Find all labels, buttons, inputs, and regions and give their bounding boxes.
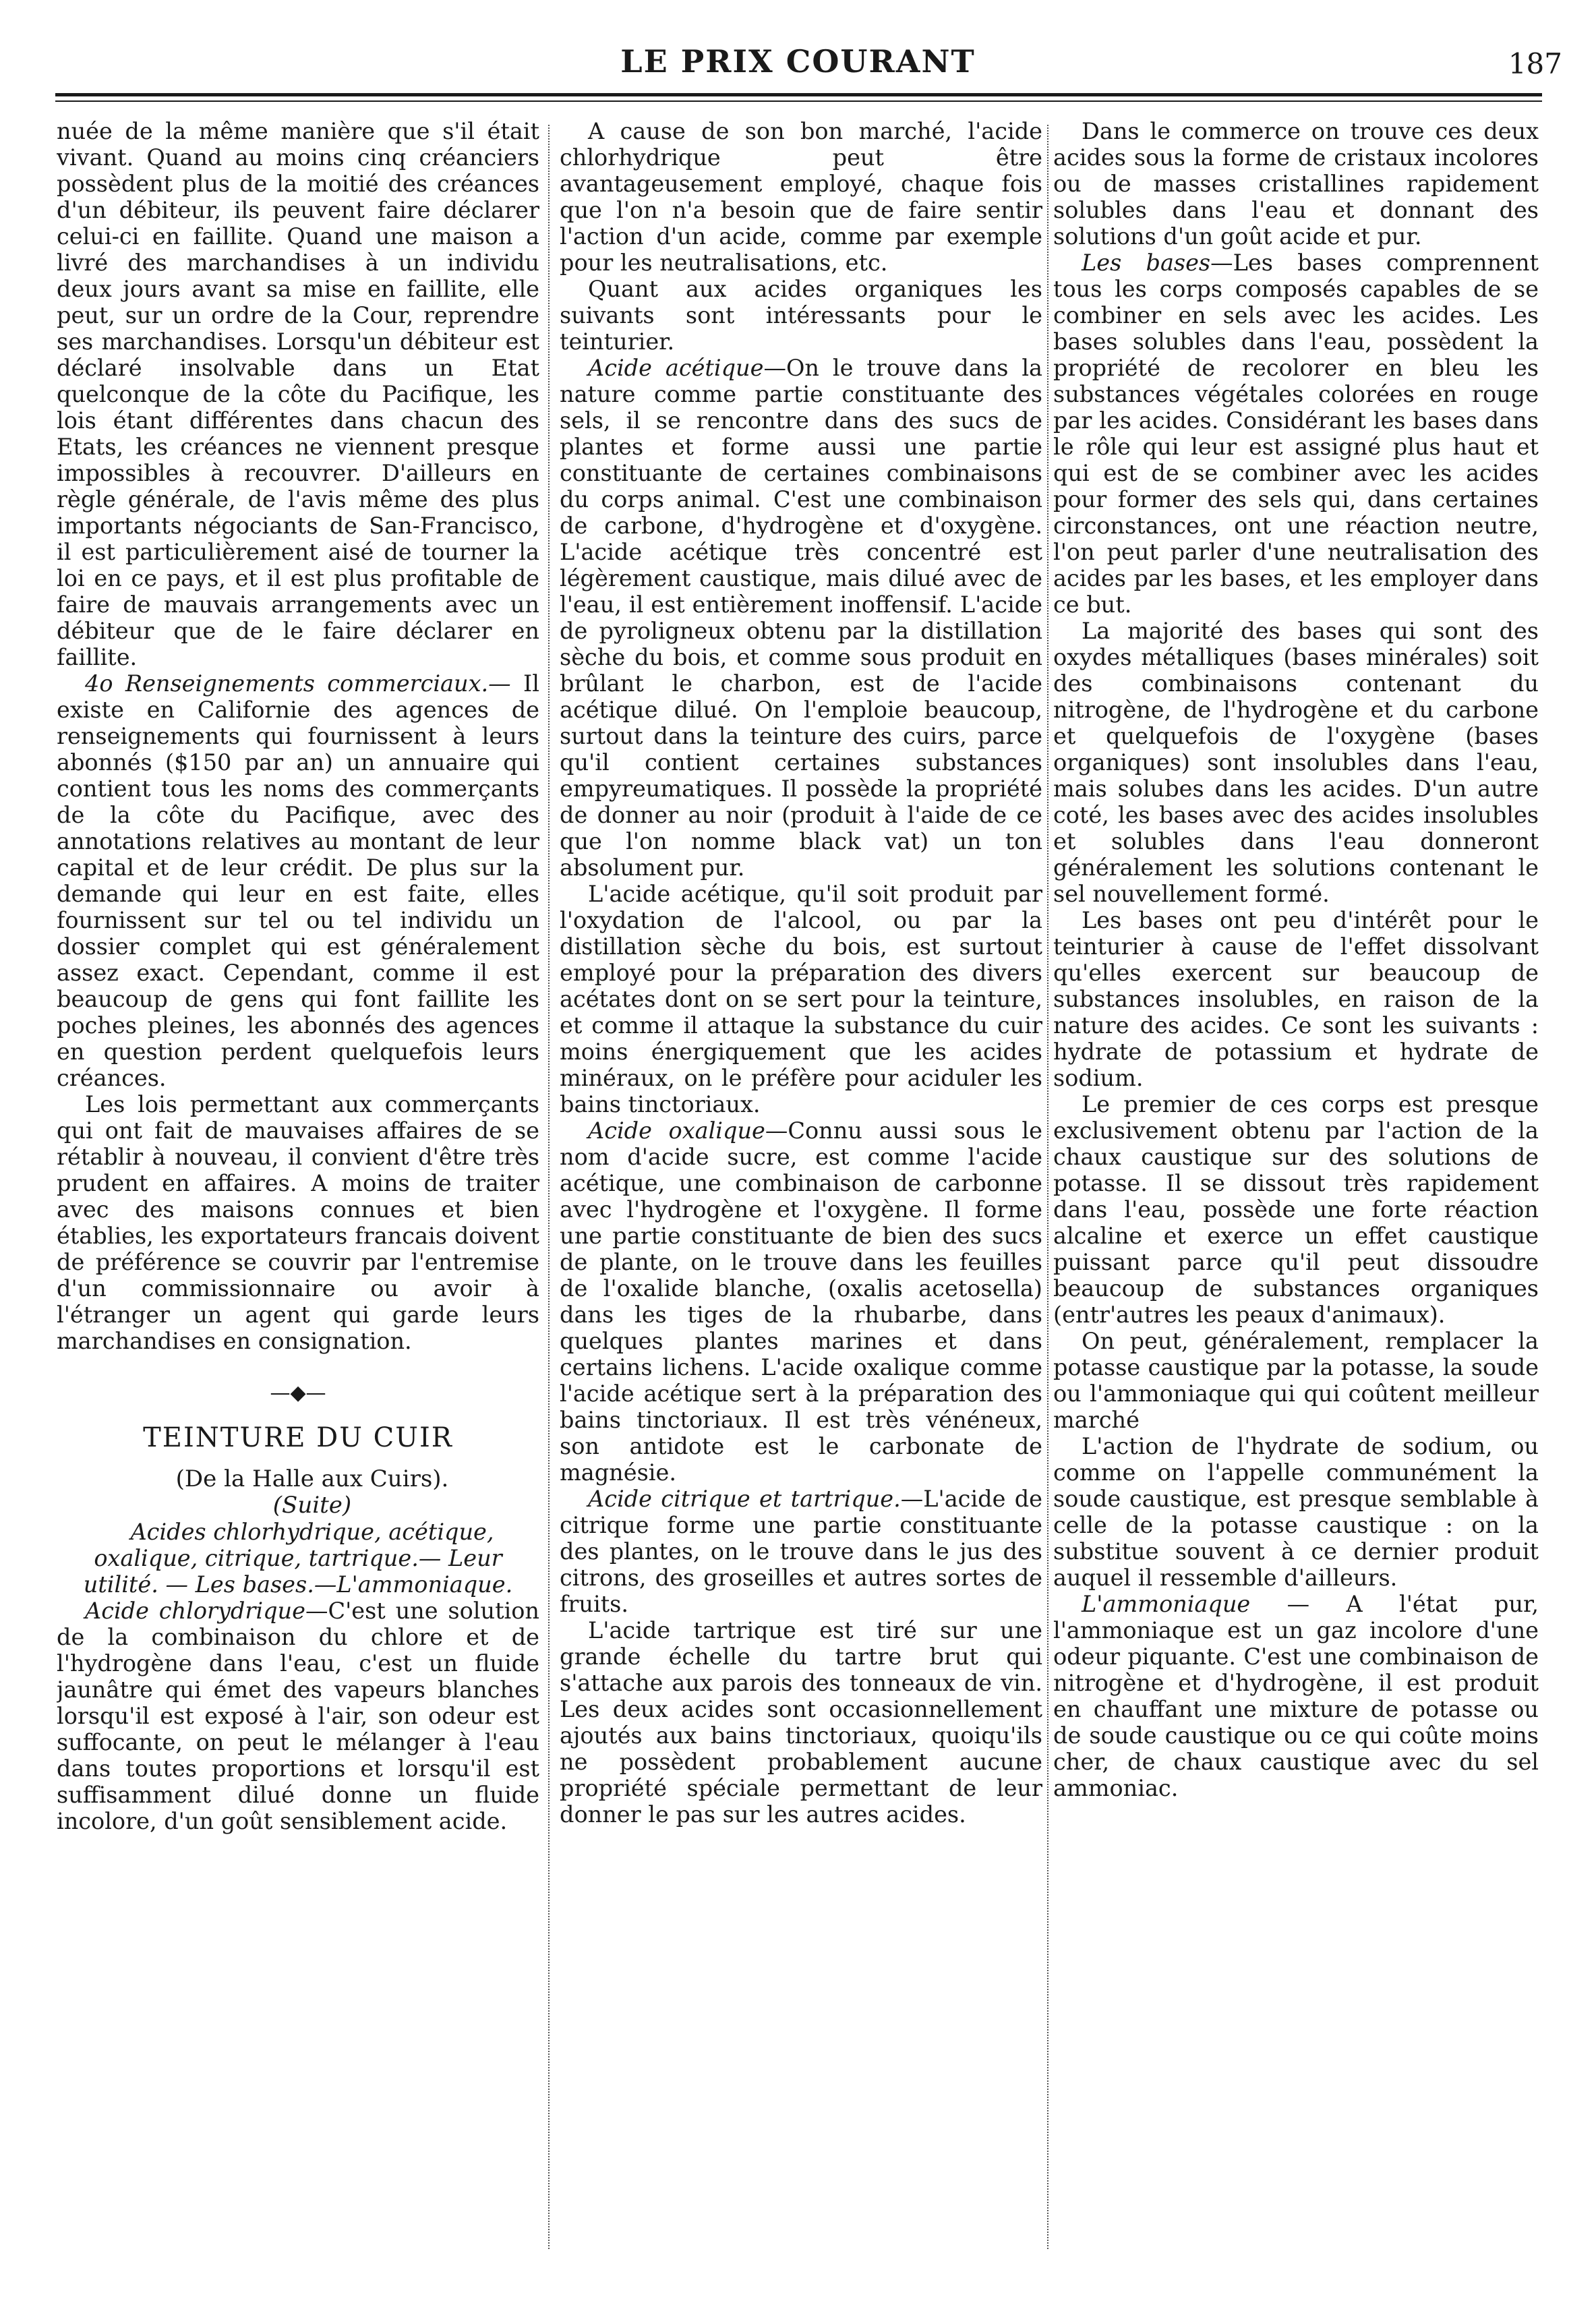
- section-title: TEINTURE DU CUIR: [143, 1422, 453, 1453]
- paragraph-body: —Connu aussi sous le nom d'acide sucre, est comme l'acide acétique, une combinaison de carbonne avec l'hydrogène et l'oxygène. Il forme une partie constituante de bien des sucs de plante, on le trouve dans les feuilles de l'oxalide blanche, (oxalis acetosella) dans les tiges de la rhubarbe, dans quelques plantes marines et dans certains lichens. L'acide oxalique comme l'acide acétique sert à la préparation des bains tinctoriaux. Il est très vénéneux, son antidote est le carbonate de magnésie.: [560, 1117, 1042, 1486]
- header-rule-thin: [55, 100, 1542, 102]
- paragraph: A cause de son bon marché, l'acide chlorhydrique peut être avantageusement employé, chaque fois que l'on n'a besoin que de faire sentir l'action d'un acide, comme par exemple pour les neutralisations, etc.: [560, 118, 1042, 276]
- paragraph-body: — A l'état pur, l'ammoniaque est un gaz incolore d'une odeur piquante. C'est une combinaison de nitrogène et d'hydrogène, il est produit en chauffant une mixture de potasse ou de soude caustique ou ce qui coûte moins cher, de chaux caustique avec du sel ammoniac.: [1053, 1591, 1539, 1801]
- paragraph: Quant aux acides organiques les suivants sont intéressants pour le teinturier.: [560, 276, 1042, 355]
- section-continued: (Suite): [272, 1492, 352, 1519]
- paragraph: L'acide tartrique est tiré sur une grande échelle du tartre brut qui s'attache aux parois des tonneaux de vin. Les deux acides sont occasionnellement ajoutés aux bains tinctoriaux, quoiqu'ils ne possèdent probablement aucune propriété spéciale permettant de leur donner le pas sur les autres acides.: [560, 1617, 1042, 1828]
- column-1: [57, 118, 539, 2276]
- paragraph-lead: Les bases: [1082, 250, 1211, 276]
- section-source: (De la Halle aux Cuirs).: [175, 1465, 449, 1492]
- paragraph: Dans le commerce on trouve ces deux acides sous la forme de cristaux incolores ou de masses cristallines rapidement solubles dans l'eau et donnant des solutions d'un goût acide et pur.: [1053, 118, 1539, 250]
- paragraph-body: —C'est une solution de la combinaison du chlore et de l'hydrogène dans l'eau, c'est un fluide jaunâtre qui émet des vapeurs blanches lorsqu'il est exposé à l'air, son odeur est suffocante, on peut le mélanger à l'eau dans toutes proportions et lorsqu'il est suffisamment dilué donne un fluide incolore, d'un goût sensiblement acide.: [57, 1598, 539, 1834]
- section-summary: Acides chlorhydrique, acétique, oxalique, citrique, tartrique.— Leur utilité. — Les bases.—L'ammoniaque.: [83, 1519, 513, 1598]
- paragraph: On peut, généralement, remplacer la potasse caustique par la potasse, la soude ou l'ammoniaque qui qui coûtent meilleur marché: [1053, 1328, 1539, 1433]
- column-3: [1053, 118, 1539, 2276]
- page-number: 187: [1508, 47, 1562, 80]
- section-ornament: —◆—: [270, 1381, 326, 1405]
- paragraph-lead: 4o Renseignements commerciaux.—: [85, 670, 511, 697]
- paragraph-lead: Acide chlorydrique: [85, 1598, 305, 1624]
- paragraph-lead: Acide citrique et tartrique.: [588, 1486, 901, 1512]
- paragraph-body: —On le trouve dans la nature comme partie constituante des sels, il se rencontre dans des sucs de plantes et forme aussi une partie constituante de certaines combinaisons du corps animal. C'est une combinaison de carbone, d'hydrogène et d'oxygène. L'acide acétique très concentré est légèrement caustique, mais dilué avec de l'eau, il est entièrement inoffensif. L'acide de pyroligneux obtenu par la distillation sèche du bois, et comme sous produit en brûlant le charbon, est de l'acide acétique dilué. On l'emploie beaucoup, surtout dans la teinture des cuirs, parce qu'il contient certaines substances empyreumatiques. Il possède la propriété de donner au noir (produit à l'aide de ce que l'on nomme black vat) un ton absolument pur.: [560, 355, 1042, 881]
- paragraph: nuée de la même manière que s'il était vivant. Quand au moins cinq créanciers possèdent plus de la moitié des créances d'un débiteur, ils peuvent faire déclarer celui-ci en faillite. Quand une maison a livré des marchandises à un individu deux jours avant sa mise en faillite, elle peut, sur un ordre de la Cour, reprendre ses marchandises. Lorsqu'un débiteur est déclaré insolvable dans un Etat quelconque de la côte du Pacifique, les lois étant différentes dans chacun des Etats, les créances ne viennent presque impossibles à recouvrer. D'ailleurs en règle générale, de l'avis même des plus importants négociants de San-Francisco, il est particulièrement aisé de tourner la loi en ce pays, et il est plus profitable de faire de mauvais arrangements avec un débiteur que de le faire déclarer en faillite.: [57, 118, 539, 670]
- column-separator: [1047, 125, 1049, 2249]
- paragraph-body: —Les bases comprennent tous les corps composés capables de se combiner en sels avec les acides. Les bases solubles dans l'eau, possèdent la propriété de recolorer en bleu les substances végétales colorées en rouge par les acides. Considérant les bases dans le rôle qui leur est assigné plus haut et qui est de se combiner avec les acides pour former des sels qui, dans certaines circonstances, ont une réaction neutre, l'on peut parler d'une neutralisation des acides par les bases, et les employer dans ce but.: [1053, 250, 1539, 618]
- paragraph-lead: Acide oxalique: [588, 1117, 765, 1144]
- paragraph: [1053, 250, 1539, 618]
- column-2: [560, 118, 1042, 2276]
- journal-title: LE PRIX COURANT: [620, 43, 976, 80]
- column-separator: [548, 125, 550, 2249]
- paragraph: La majorité des bases qui sont des oxydes métalliques (bases minérales) soit des combinaisons contenant du nitrogène, de l'hydrogène et du carbone et quelquefois de l'oxygène (bases organiques) sont insolubles dans l'eau, mais solubes dans les acides. D'un autre coté, les bases avec des acides insolubles et solubles dans l'eau donneront généralement les solutions contenant le sel nouvellement formé.: [1053, 618, 1539, 907]
- paragraph: L'acide acétique, qu'il soit produit par l'oxydation de l'alcool, ou par la distillation sèche du bois, est surtout employé pour la préparation des divers acétates dont on se sert pour la teinture, et comme il attaque la substance du cuir moins énergiquement que les acides minéraux, on le préfère pour aciduler les bains tinctoriaux.: [560, 881, 1042, 1117]
- paragraph: Les lois permettant aux commerçants qui ont fait de mauvaises affaires de se rétablir à nouveau, il convient d'être très prudent en affaires. A moins de traiter avec des maisons connues et bien établies, les exportateurs francais doivent de préférence se couvrir par l'entremise d'un commissionnaire ou avoir à l'étranger un agent qui garde leurs marchandises en consignation.: [57, 1091, 539, 1354]
- paragraph-body: —L'acide de citrique forme une partie constituante des plantes, on le trouve dans le jus des citrons, des groseilles et autres sortes de fruits.: [560, 1486, 1042, 1617]
- paragraph: [1053, 1591, 1539, 1801]
- paragraph-body: Il existe en Californie des agences de renseignements qui fournissent à leurs abonnés ($150 par an) un annuaire qui contient tous les noms des commerçants de la côte du Pacifique, avec des annotations relatives au montant de leur capital et de leur crédit. De plus sur la demande qui leur en est faite, elles fournissent sur tel ou tel individu un dossier complet qui est généralement assez exact. Cependant, comme il est beaucoup de gens qui font faillite les poches pleines, les abonnés des agences en question perdent quelquefois leurs créances.: [57, 670, 539, 1091]
- paragraph-lead: L'ammoniaque: [1082, 1591, 1251, 1617]
- paragraph: [560, 1486, 1042, 1617]
- page-header: [0, 39, 1596, 93]
- paragraph: Le premier de ces corps est presque exclusivement obtenu par l'action de la chaux caustique sur des solutions de potasse. Il se dissout très rapidement dans l'eau, possède une forte réaction alcaline et exerce un effet caustique puissant parce qu'il peut dissoudre beaucoup de substances organiques (entr'autres les peaux d'animaux).: [1053, 1091, 1539, 1328]
- paragraph: L'action de l'hydrate de sodium, ou comme on l'appelle communément la soude caustique, est presque semblable à celle de la potasse caustique : on la substitue souvent à ce dernier produit auquel il ressemble d'ailleurs.: [1053, 1433, 1539, 1591]
- paragraph: [57, 670, 539, 1091]
- paragraph-lead: Acide acétique: [588, 355, 764, 381]
- paragraph: [57, 1598, 539, 1834]
- paragraph: [560, 355, 1042, 881]
- paragraph: Les bases ont peu d'intérêt pour le teinturier à cause de l'effet dissolvant qu'elles exercent sur beaucoup de substances insolubles, en raison de la nature des acides. Ce sont les suivants : hydrate de potassium et hydrate de sodium.: [1053, 907, 1539, 1091]
- paragraph: [560, 1117, 1042, 1486]
- header-rule: [55, 93, 1542, 96]
